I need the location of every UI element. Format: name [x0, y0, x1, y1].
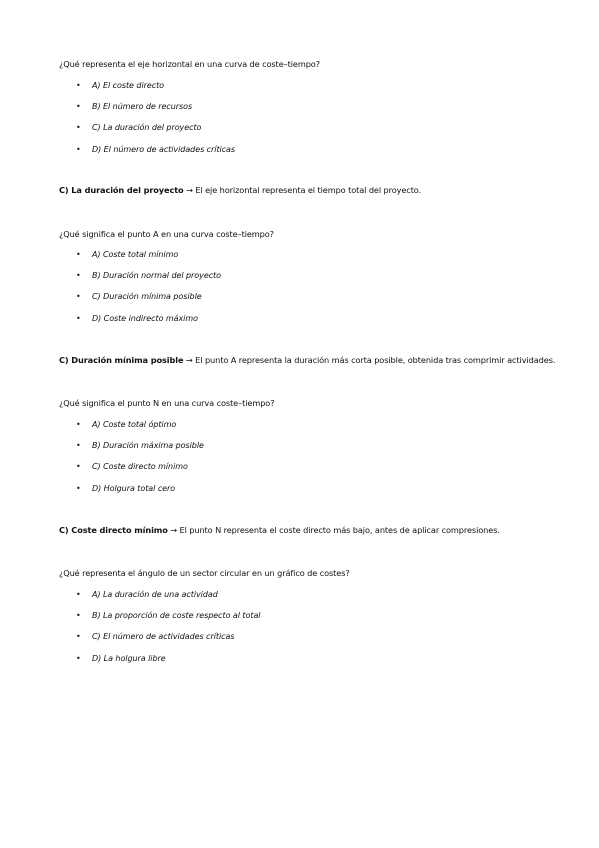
bullet-icon: •	[76, 271, 81, 281]
bullet-icon: •	[76, 123, 81, 133]
option-item	[76, 589, 260, 610]
option-item	[76, 419, 204, 440]
bullet-icon: •	[76, 441, 81, 451]
option-item	[76, 631, 260, 652]
option-item	[76, 483, 204, 504]
option-item	[76, 249, 221, 270]
question-3-text: ¿Qué significa el punto N en una curva coste–tiempo?	[59, 398, 275, 408]
question-4-text: ¿Qué representa el ángulo de un sector circular en un gráfico de costes?	[59, 568, 350, 578]
option-label: D) La holgura libre	[92, 653, 166, 663]
answer-explanation: → El punto A representa la duración más corta posible, obtenida tras comprimir actividades.	[183, 355, 556, 365]
bullet-icon: •	[76, 292, 81, 302]
option-label: C) Duración mínima posible	[92, 292, 202, 302]
option-label: A) Coste total mínimo	[92, 250, 179, 259]
option-label: C) La duración del proyecto	[92, 123, 202, 133]
option-label: D) Coste indirecto máximo	[92, 313, 198, 323]
answer-label: C) La duración del proyecto	[59, 185, 184, 195]
answer-1	[59, 185, 421, 195]
option-item	[76, 313, 221, 334]
bullet-icon: •	[76, 653, 81, 663]
option-item	[76, 144, 235, 165]
option-item	[76, 101, 235, 122]
bullet-icon: •	[76, 611, 81, 621]
bullet-icon: •	[76, 590, 81, 599]
option-item	[76, 610, 260, 631]
answer-3	[59, 525, 500, 535]
option-label: B) El número de recursos	[92, 102, 193, 112]
option-label: C) Coste directo mínimo	[92, 462, 188, 472]
question-1-options	[76, 80, 235, 165]
option-label: D) Holgura total cero	[92, 483, 176, 493]
bullet-icon: •	[76, 144, 81, 154]
option-item	[76, 440, 204, 461]
bullet-icon: •	[76, 632, 81, 642]
bullet-icon: •	[76, 420, 81, 429]
option-label: A) Coste total óptimo	[92, 420, 177, 429]
option-label: B) La proporción de coste respecto al total	[92, 611, 261, 621]
bullet-icon: •	[76, 483, 81, 493]
bullet-icon: •	[76, 102, 81, 112]
bullet-icon: •	[76, 462, 81, 472]
option-item	[76, 122, 235, 143]
answer-2	[59, 355, 555, 365]
question-1-text: ¿Qué representa el eje horizontal en una curva de coste–tiempo?	[59, 59, 320, 69]
question-2-options	[76, 249, 221, 334]
answer-explanation: → El punto N representa el coste directo más bajo, antes de aplicar compresiones.	[167, 525, 500, 535]
question-3-options	[76, 419, 204, 504]
question-4-options	[76, 589, 260, 674]
bullet-icon: •	[76, 81, 81, 90]
answer-label: C) Coste directo mínimo	[59, 525, 168, 535]
option-item	[76, 653, 260, 674]
option-label: C) El número de actividades críticas	[92, 632, 235, 642]
answer-label: C) Duración mínima posible	[59, 355, 184, 365]
bullet-icon: •	[76, 313, 81, 323]
option-label: B) Duración normal del proyecto	[92, 271, 221, 281]
option-item	[76, 461, 204, 482]
option-label: D) El número de actividades críticas	[92, 144, 236, 154]
option-item	[76, 291, 221, 312]
question-2-text: ¿Qué significa el punto A en una curva coste–tiempo?	[59, 229, 274, 239]
option-item	[76, 80, 235, 101]
bullet-icon: •	[76, 250, 81, 259]
option-item	[76, 270, 221, 291]
option-label: A) La duración de una actividad	[92, 590, 218, 599]
option-label: B) Duración máxima posible	[92, 441, 204, 451]
option-label: A) El coste directo	[92, 81, 165, 90]
answer-explanation: → El eje horizontal representa el tiempo total del proyecto.	[183, 185, 422, 195]
